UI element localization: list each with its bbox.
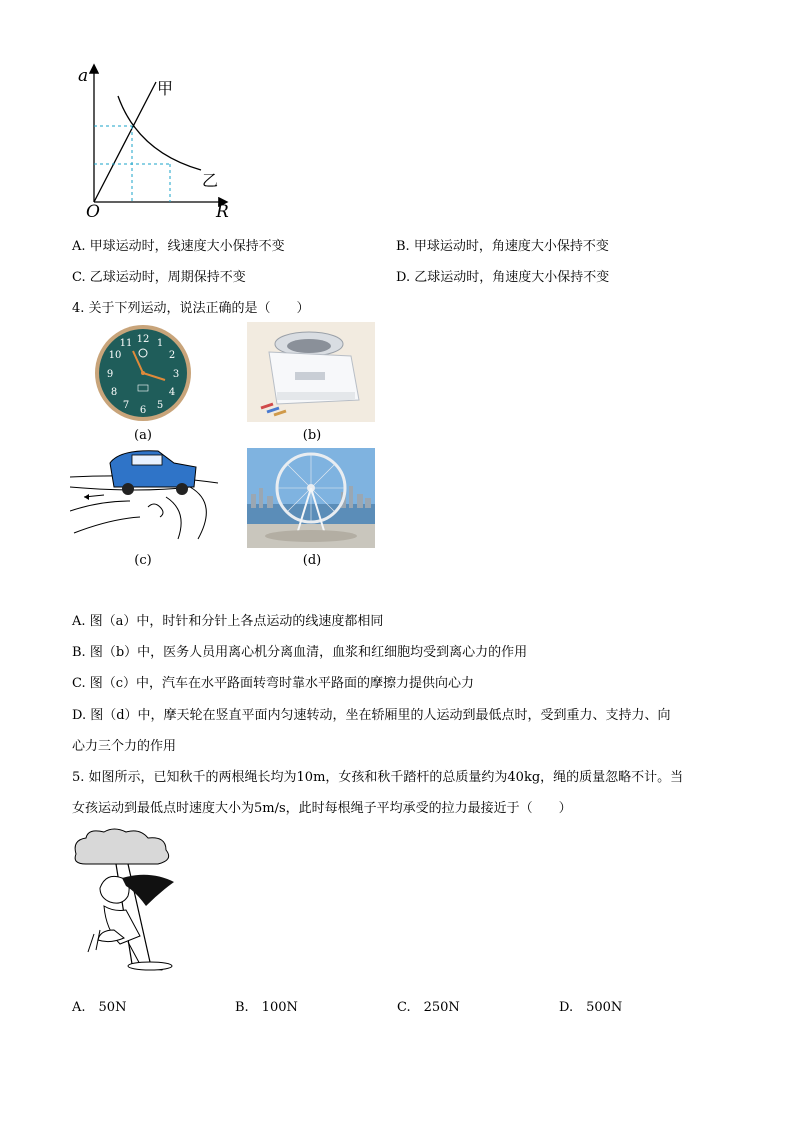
axis-x-label: R: [216, 202, 229, 222]
axis-y-label: a: [78, 66, 89, 86]
a-r-graph: [76, 62, 236, 222]
figure-swing-girl: [70, 826, 182, 978]
clock-num-4: 4: [168, 387, 176, 398]
q5-stem-line1: 5. 如图所示，已知秋千的两根绳长均为10m，女孩和秋千踏杆的总质量约为40kg，绳的质量忽略不计。当: [72, 770, 684, 785]
clock-num-9: 9: [106, 369, 114, 380]
q3-option-b[interactable]: B. 甲球运动时，角速度大小保持不变: [396, 239, 609, 254]
caption-a: (a): [134, 428, 152, 443]
q3-option-c[interactable]: C. 乙球运动时，周期保持不变: [72, 270, 246, 285]
q5-option-b[interactable]: B. 100N: [235, 1000, 298, 1015]
clock-num-8: 8: [110, 387, 118, 398]
clock-num-12: 12: [136, 334, 150, 345]
q5-option-a[interactable]: A. 50N: [72, 1000, 127, 1015]
figure-c-car: [70, 447, 220, 543]
caption-c: (c): [134, 553, 152, 568]
q4-stem: 4. 关于下列运动，说法正确的是（ ）: [72, 301, 310, 316]
figure-d-ferris-wheel: [247, 448, 375, 548]
clock-num-11: 11: [119, 338, 133, 349]
q4-option-c[interactable]: C. 图（c）中，汽车在水平路面转弯时靠水平路面的摩擦力提供向心力: [72, 676, 475, 691]
curve-yi: [118, 96, 201, 170]
curve-jia: [94, 82, 156, 202]
caption-b: (b): [302, 428, 322, 443]
clock-num-7: 7: [122, 400, 130, 411]
q4-option-a[interactable]: A. 图（a）中，时针和分针上各点运动的线速度都相同: [72, 614, 384, 629]
clock-num-5: 5: [156, 400, 164, 411]
q5-option-d[interactable]: D. 500N: [559, 1000, 623, 1015]
q3-option-a[interactable]: A. 甲球运动时，线速度大小保持不变: [72, 239, 285, 254]
clock-num-6: 6: [139, 405, 147, 416]
clock-num-2: 2: [168, 350, 176, 361]
clock-num-10: 10: [108, 350, 122, 361]
caption-d: (d): [302, 553, 322, 568]
q4-option-d[interactable]: D. 图（d）中，摩天轮在竖直平面内匀速转动，坐在轿厢里的人运动到最低点时，受到重力、支持力、向: [72, 708, 671, 723]
q3-option-d[interactable]: D. 乙球运动时，角速度大小保持不变: [396, 270, 610, 285]
clock-num-1: 1: [156, 338, 164, 349]
origin-label: O: [86, 202, 100, 222]
q5-option-c[interactable]: C. 250N: [397, 1000, 460, 1015]
figure-b-centrifuge: [247, 322, 375, 422]
clock-num-3: 3: [172, 369, 180, 380]
curve-jia-label: 甲: [157, 79, 174, 98]
figure-a-clock: [93, 323, 193, 423]
curve-yi-label: 乙: [202, 171, 219, 190]
q4-option-d-continued: 心力三个力的作用: [72, 739, 177, 754]
q5-stem-line2: 女孩运动到最低点时速度大小为5m/s，此时每根绳子平均承受的拉力最接近于（ ）: [72, 801, 572, 816]
q4-option-b[interactable]: B. 图（b）中，医务人员用离心机分离血清，血浆和红细胞均受到离心力的作用: [72, 645, 528, 660]
